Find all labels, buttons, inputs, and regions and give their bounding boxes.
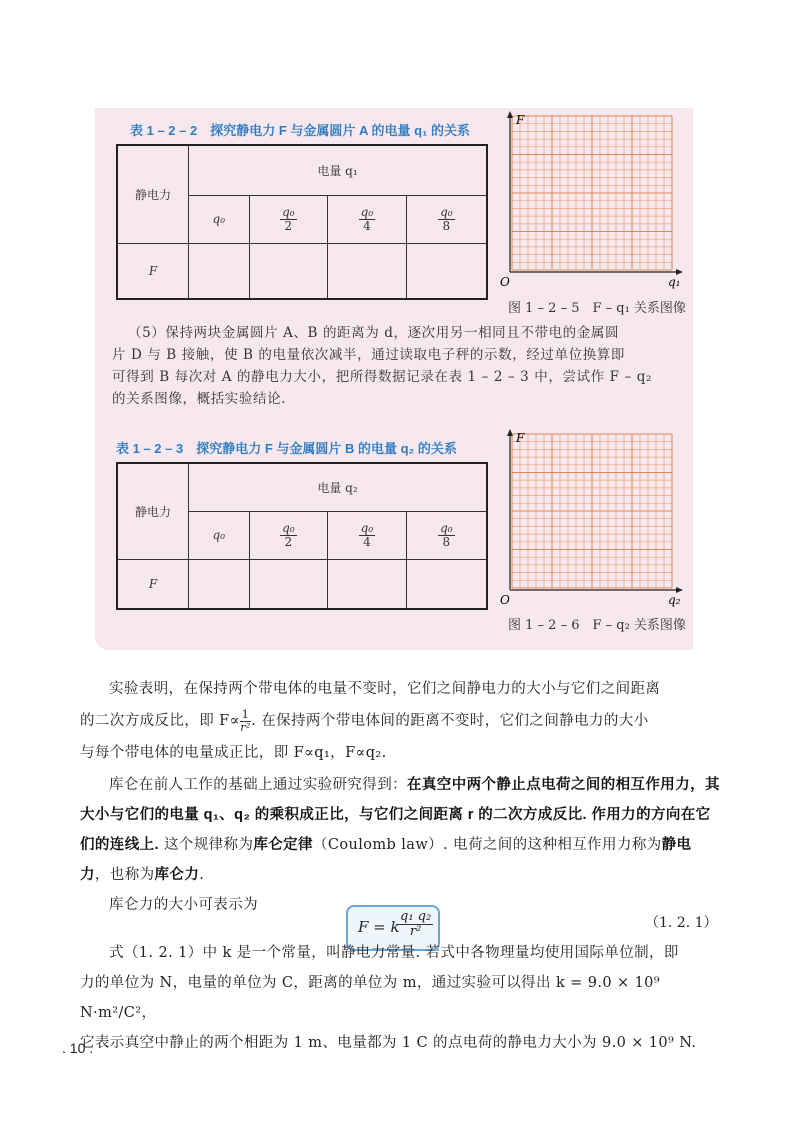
table2-frac-3: $\frac{\text{q₀}}{8}$ [440,520,453,549]
formula-intro: 库仑力的大小可表示为 [109,897,258,913]
figure2-caption: 图 1 – 2 – 6 F – q₂ 关系图像 [508,618,686,633]
table2-col0: q₀ [212,528,226,542]
inverse-square-fraction: $\frac{1}{\text{r²}}$ [240,707,251,734]
table2 [116,462,488,610]
equation-number: （1. 2. 1） [645,915,718,931]
term-electrostatic-force: 静电力 [80,837,692,883]
table1-frac-3: $\frac{\text{q₀}}{8}$ [440,204,453,233]
step5-paragraph [112,322,683,410]
figure2-y-label: F [516,431,525,445]
step5-line-4: 的关系图像，概括实验结论. [112,391,287,407]
table2-caption: 表 1 – 2 – 3 探究静电力 F 与金属圆片 B 的电量 q₂ 的关系 [116,441,457,456]
figure1-grid [512,116,672,270]
table2-frac-2: $\frac{\text{q₀}}{4}$ [360,520,374,549]
figure2-grid [512,434,672,588]
step5-line-1: （5）保持两块金属圆片 A、B 的距离为 d，逐次用另一相同且不带电的金属圆 [128,325,620,341]
law-statement: 在真空中两个静止点电荷之间的相互作用力，其大小与它们的电量 q₁、q₂ 的乘积成正比，与它们之间距离 r 的二次方成反比. 作用力的方向在它们的连线上. [80,777,720,853]
page-number: . 10 . [62,1040,94,1056]
figure2-origin: O [500,593,510,607]
figure1-y-label: F [516,113,525,127]
table2-row-label: F [148,576,158,591]
table1-caption: 表 1 – 2 – 2 探究静电力 F 与金属圆片 A 的电量 q₁ 的关系 [130,123,471,138]
table1-frac-1: $\frac{\text{q₀}}{2}$ [282,204,295,233]
table2-group-header: 电量 q₂ [189,463,488,511]
table1-group-header: 电量 q₁ [189,145,488,195]
term-coulomb-law: 库仑定律 [253,837,313,853]
figure1-graph [498,110,688,290]
body-paragraph-4: 式（1. 2. 1）中 k 是一个常量，叫静电力常量. 若式中各物理量均使用国际单位制，即 力的单位为 N，电量的单位为 C，距离的单位为 m，通过实验可以得出 k = 9.0 × 10⁹ N·m²/C²， 它表示真空中静止的两个相距为 1 m、电量都为 1 C 的点电荷的静电力大小为 9.0 × 10⁹ N. [80,945,697,1051]
table2-row-header: 静电力 [117,463,189,559]
table1 [116,144,488,300]
figure2-graph [498,428,688,608]
table1-row-label: F [148,263,158,278]
figure1-origin: O [500,275,510,289]
table1-col0: q₀ [212,212,226,226]
body-paragraph-2: 库仑在前人工作的基础上通过实验研究得到：在真空中两个静止点电荷之间的相互作用力，其大小与它们的电量 q₁、q₂ 的乘积成正比，与它们之间距离 r 的二次方成反比. 作用力的方向在它们的连线上. 这个规律称为库仑定律（Coulomb law）. 电荷之间的这种相互作用力称为静电力，也称为库仑力. 库仑力的大小可表示为 [80,770,720,920]
table1-frac-2: $\frac{\text{q₀}}{4}$ [360,204,374,233]
table1-row-header: 静电力 [117,145,189,243]
figure1-x-label: q₁ [668,275,681,289]
coulomb-formula: F = k $\frac{\text{q₁ q₂}}{\text{r²}}$ [346,905,440,951]
step5-line-3: 可得到 B 每次对 A 的静电力大小，把所得数据记录在表 1 – 2 – 3 中，尝试作 F – q₂ [112,369,652,385]
term-coulomb-force: 库仑力 [154,867,200,883]
figure2-x-label: q₂ [668,593,681,607]
figure1-caption: 图 1 – 2 – 5 F – q₁ 关系图像 [508,301,686,316]
table2-frac-1: $\frac{\text{q₀}}{2}$ [282,520,295,549]
body-paragraph-1: 实验表明，在保持两个带电体的电量不变时，它们之间静电力的大小与它们之间距离 的二次方成反比，即 F∝ $\frac{1}{\text{r²}}$ . 在保持两个带电体间的距离不变时，它们之间静电力的大小 与每个带电体的电量成正比，即 F∝q₁，F∝q₂. [80,681,661,761]
step5-line-2: 片 D 与 B 接触，使 B 的电量依次减半，通过读取电子秤的示数，经过单位换算即 [112,347,626,363]
